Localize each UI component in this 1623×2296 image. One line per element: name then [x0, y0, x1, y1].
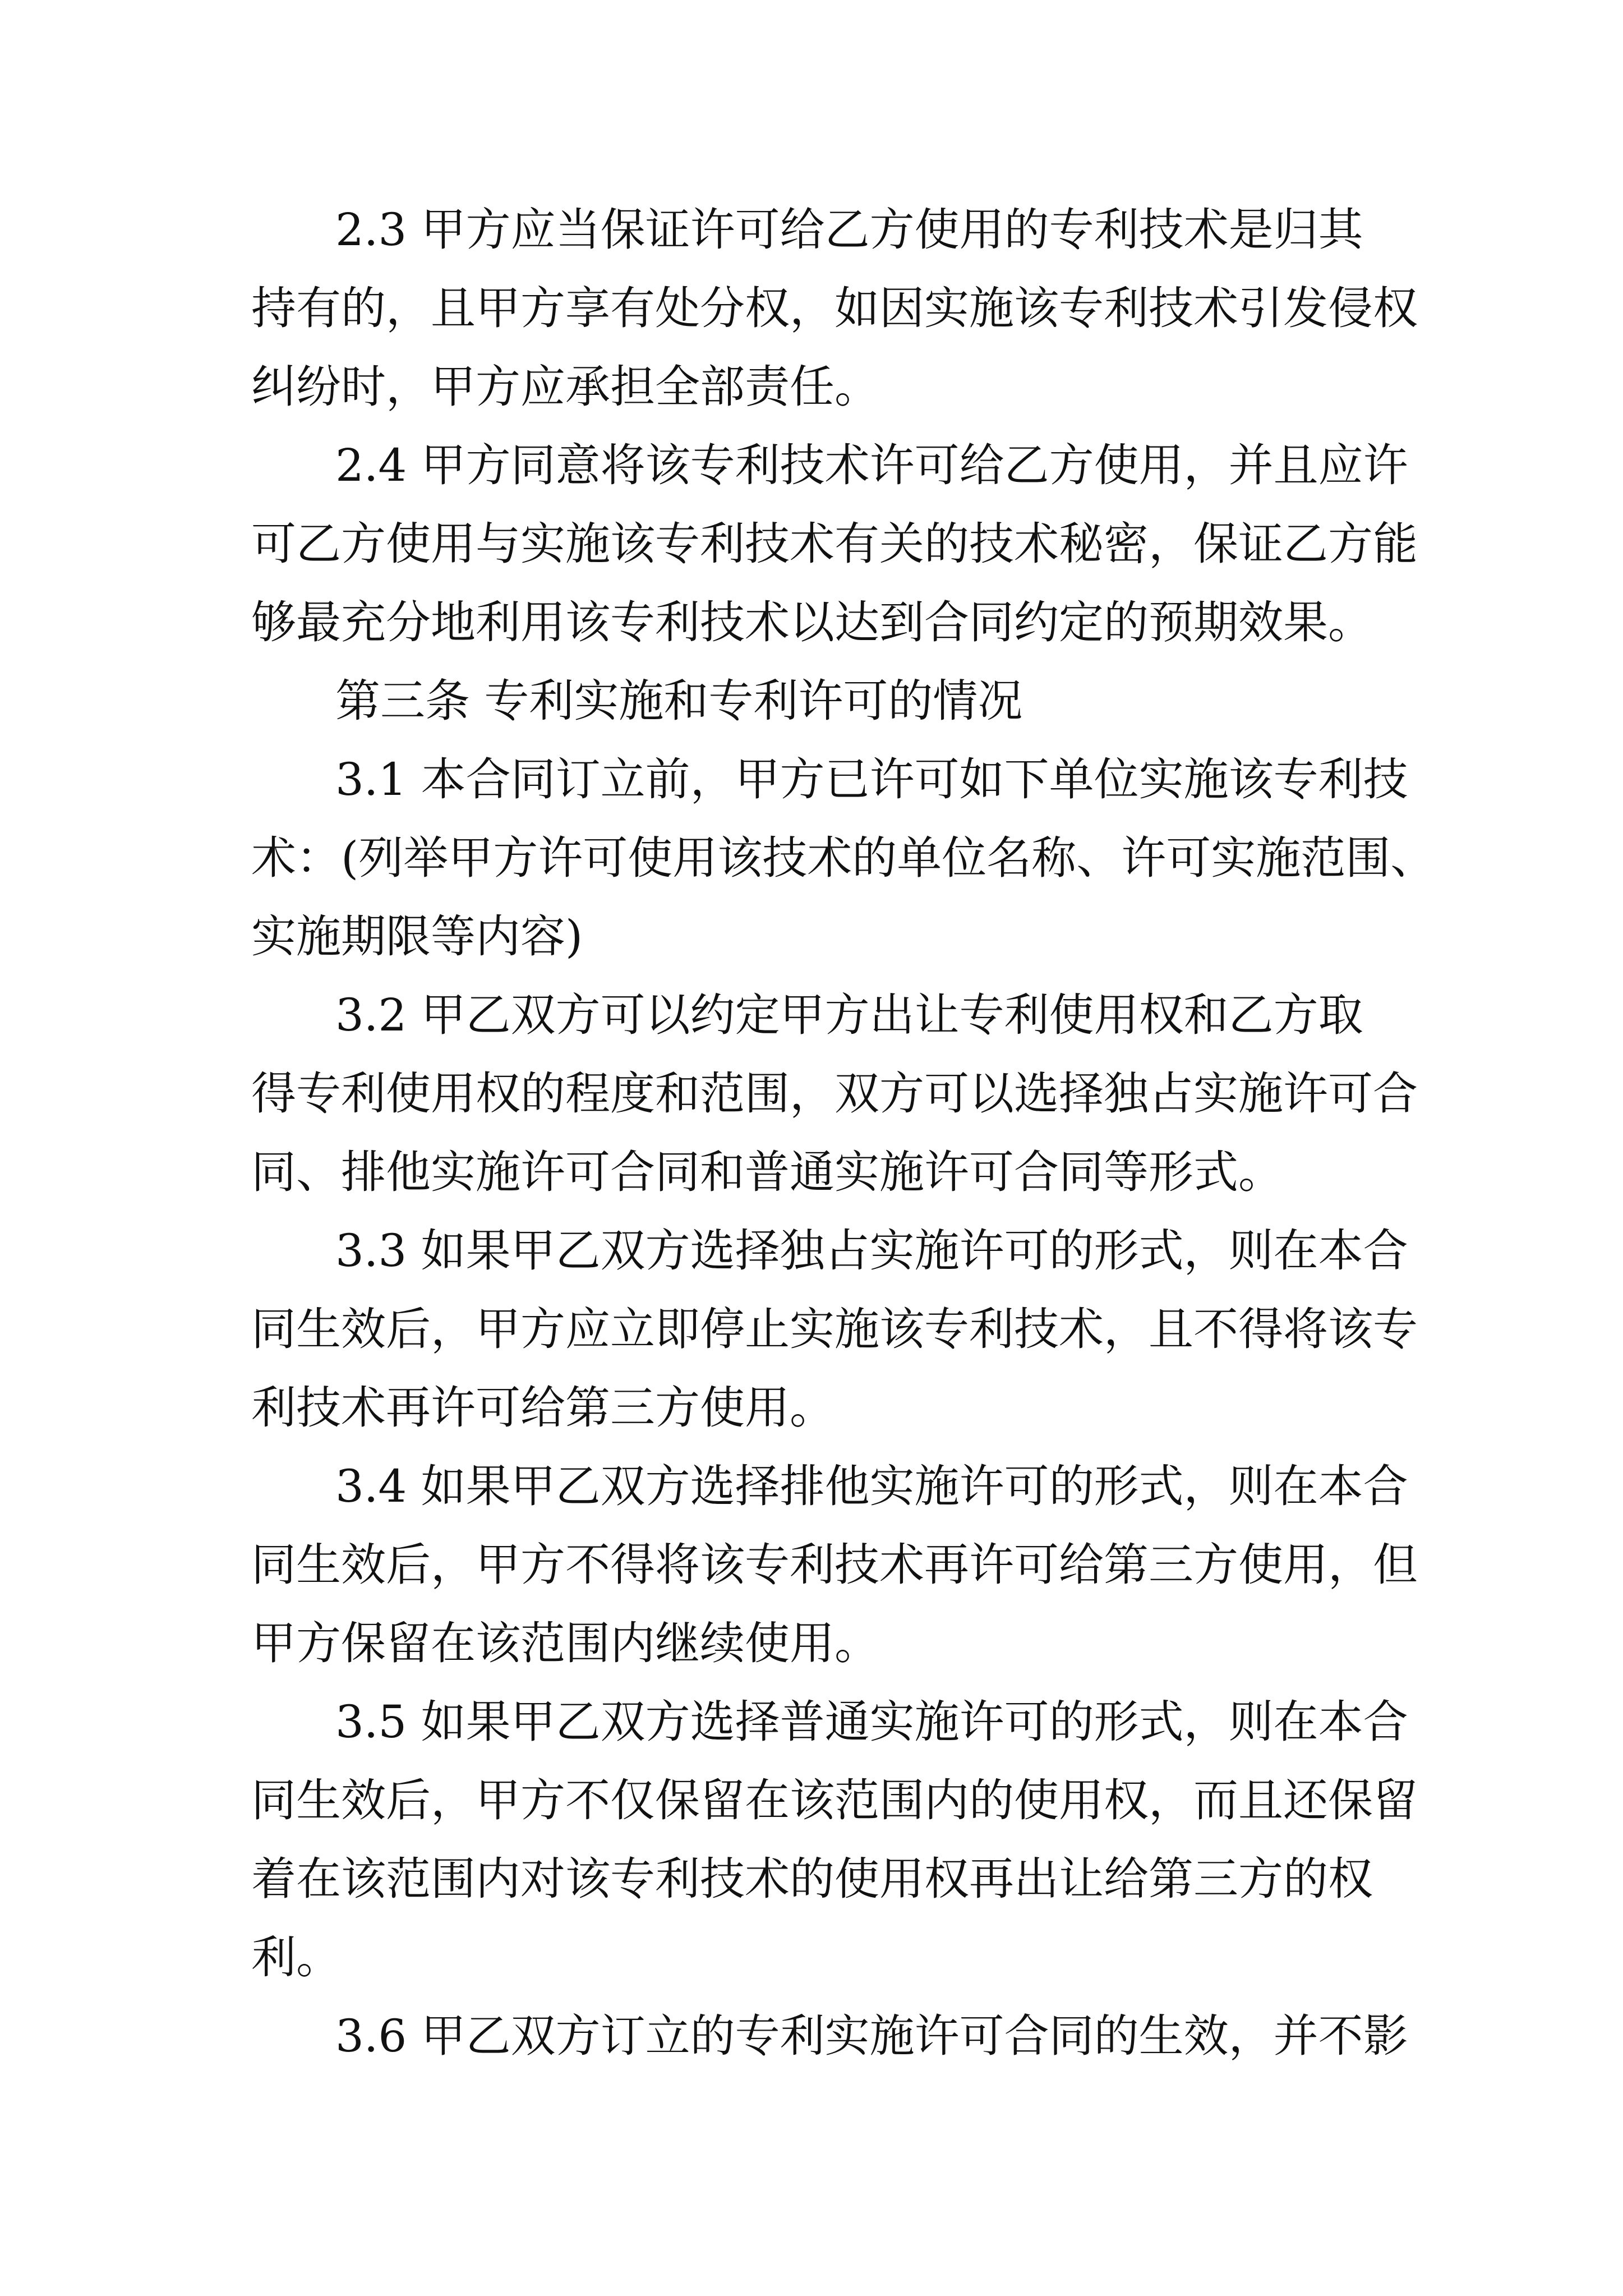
clause-3-1-line-1: 3.1 本合同订立前，甲方已许可如下单位实施该专利技 — [335, 753, 1408, 806]
clause-3-5-line-1: 3.5 如果甲乙双方选择普通实施许可的形式，则在本合 — [335, 1696, 1408, 1748]
clause-3-3-line-1: 3.3 如果甲乙双方选择独占实施许可的形式，则在本合 — [335, 1225, 1408, 1277]
clause-2-4-line-3: 够最充分地利用该专利技术以达到合同约定的预期效果。 — [251, 596, 1373, 648]
clause-3-3-line-3: 利技术再许可给第三方使用。 — [251, 1382, 834, 1434]
clause-3-4-line-2: 同生效后，甲方不得将该专利技术再许可给第三方使用，但 — [251, 1539, 1418, 1591]
clause-3-5-line-3: 着在该范围内对该专利技术的使用权再出让给第三方的权 — [251, 1853, 1373, 1905]
clause-3-5-line-4: 利。 — [251, 1931, 341, 1984]
clause-3-2-line-3: 同、排他实施许可合同和普通实施许可合同等形式。 — [251, 1146, 1283, 1198]
clause-3-3-line-2: 同生效后，甲方应立即停止实施该专利技术，且不得将该专 — [251, 1303, 1418, 1355]
clause-2-3-line-3: 纠纷时，甲方应承担全部责任。 — [251, 361, 879, 413]
clause-3-2-line-2: 得专利使用权的程度和范围，双方可以选择独占实施许可合 — [251, 1068, 1418, 1120]
clause-2-4-line-2: 可乙方使用与实施该专利技术有关的技术秘密，保证乙方能 — [251, 518, 1418, 570]
clause-2-4-line-1: 2.4 甲方同意将该专利技术许可给乙方使用，并且应许 — [335, 439, 1408, 491]
clause-3-4-line-3: 甲方保留在该范围内继续使用。 — [251, 1617, 879, 1669]
clause-2-3-line-1: 2.3 甲方应当保证许可给乙方使用的专利技术是归其 — [335, 204, 1363, 256]
clause-3-2-line-1: 3.2 甲乙双方可以约定甲方出让专利使用权和乙方取 — [335, 989, 1363, 1041]
clause-2-3-line-2: 持有的，且甲方享有处分权，如因实施该专利技术引发侵权 — [251, 282, 1418, 334]
clause-3-1-line-3: 实施期限等内容) — [251, 910, 583, 963]
clause-3-4-line-1: 3.4 如果甲乙双方选择排他实施许可的形式，则在本合 — [335, 1460, 1408, 1512]
clause-3-5-line-2: 同生效后，甲方不仅保留在该范围内的使用权，而且还保留 — [251, 1774, 1418, 1826]
clause-3-6-line-1: 3.6 甲乙双方订立的专利实施许可合同的生效，并不影 — [335, 2010, 1408, 2062]
clause-3-1-line-2: 术：(列举甲方许可使用该技术的单位名称、许可实施范围、 — [251, 832, 1436, 884]
article-3-heading: 第三条 专利实施和专利许可的情况 — [335, 675, 1023, 727]
